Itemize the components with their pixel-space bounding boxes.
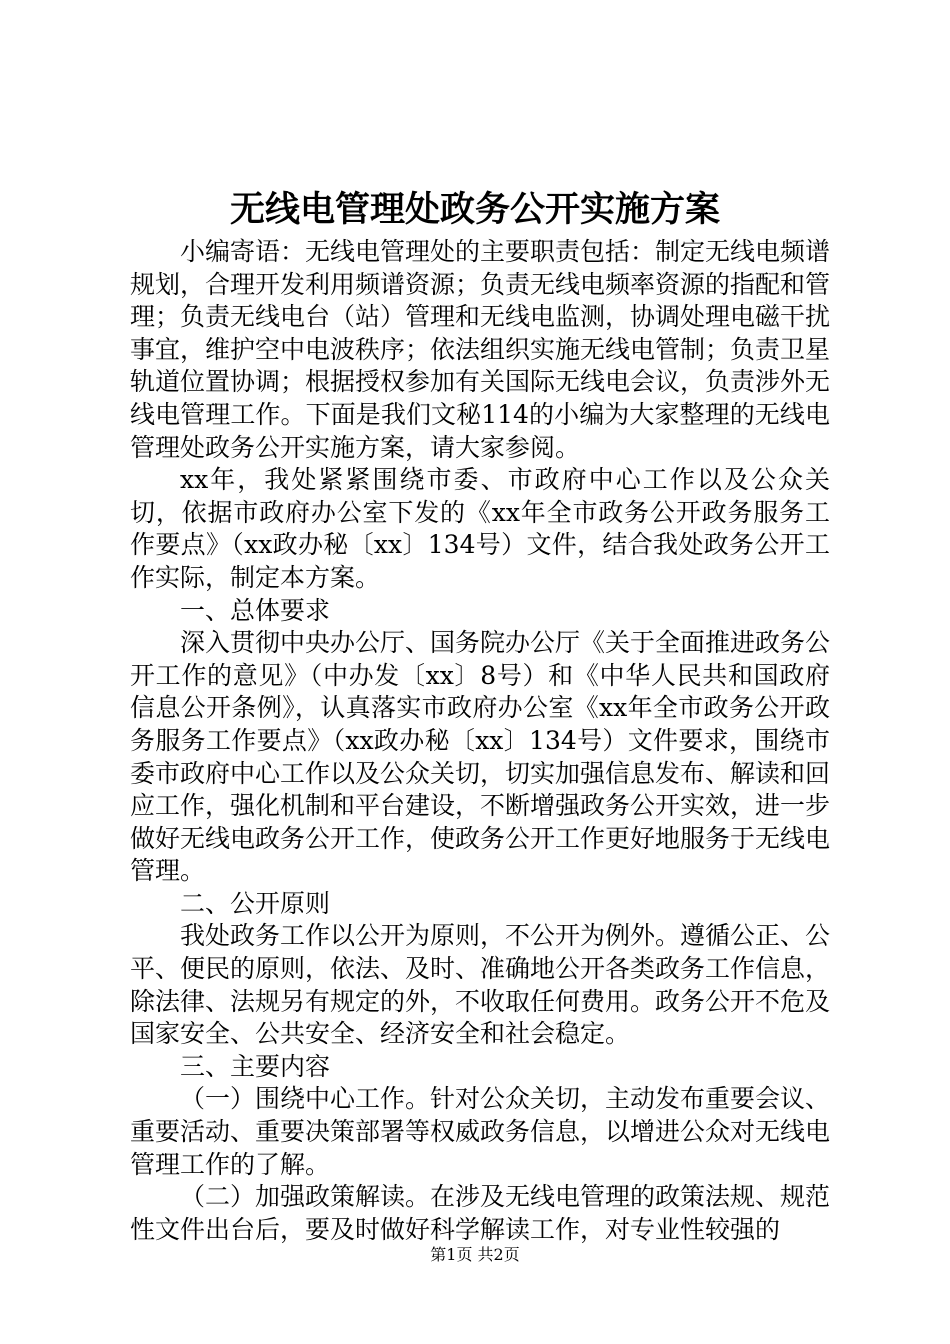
paragraph-principles: 我处政务工作以公开为原则，不公开为例外。遵循公正、公平、便民的原则，依法、及时、准确地公开各类政务工作信息，除法律、法规另有规定的外，不收取任何费用。政务公开不危及国家安全、公共安全、经济安全和社会稳定。 xyxy=(130,921,831,1049)
section-heading-general-requirements: 一、总体要求 xyxy=(180,595,331,625)
section-heading-principles: 二、公开原则 xyxy=(180,888,331,918)
paragraph-intro: 小编寄语：无线电管理处的主要职责包括：制定无线电频谱规划，合理开发利用频谱资源；负责无线电频率资源的指配和管理；负责无线电台（站）管理和无线电监测，协调处理电磁干扰事宜，维护空中电波秩序；依法组织实施无线电管制；负责卫星轨道位置协调；根据授权参加有关国际无线电会议，负责涉外无线电管理工作。下面是我们文秘114的小编为大家整理的无线电管理处政务公开实施方案，请大家参阅。 xyxy=(130,237,831,462)
paragraph-item-2: （二）加强政策解读。在涉及无线电管理的政策法规、规范性文件出台后，要及时做好科学解读工作，对专业性较强的 xyxy=(130,1182,831,1244)
section-heading-main-content: 三、主要内容 xyxy=(180,1051,331,1081)
paragraph-item-1: （一）围绕中心工作。针对公众关切，主动发布重要会议、重要活动、重要决策部署等权威政务信息，以增进公众对无线电管理工作的了解。 xyxy=(130,1084,831,1179)
paragraph-background: xx年，我处紧紧围绕市委、市政府中心工作以及公众关切，依据市政府办公室下发的《xx年全市政务公开政务服务工作要点》（xx政办秘〔xx〕134号）文件，结合我处政务公开工作实际，制定本方案。 xyxy=(130,465,830,592)
paragraph-general-requirements: 深入贯彻中央办公厅、国务院办公厅《关于全面推进政务公开工作的意见》（中办发〔xx〕8号）和《中华人民共和国政府信息公开条例》，认真落实市政府办公室《xx年全市政务公开政务服务工作要点》（xx政办秘〔xx〕134号）文件要求，围绕市委市政府中心工作以及公众关切，切实加强信息发布、解读和回应工作，强化机制和平台建设，不断增强政务公开实效，进一步做好无线电政务公开工作，使政务公开工作更好地服务于无线电管理。 xyxy=(130,628,831,886)
document-body xyxy=(130,236,830,1246)
page-number-footer: 第1页 共2页 xyxy=(430,1245,520,1264)
document-title: 无线电管理处政务公开实施方案 xyxy=(229,189,720,230)
